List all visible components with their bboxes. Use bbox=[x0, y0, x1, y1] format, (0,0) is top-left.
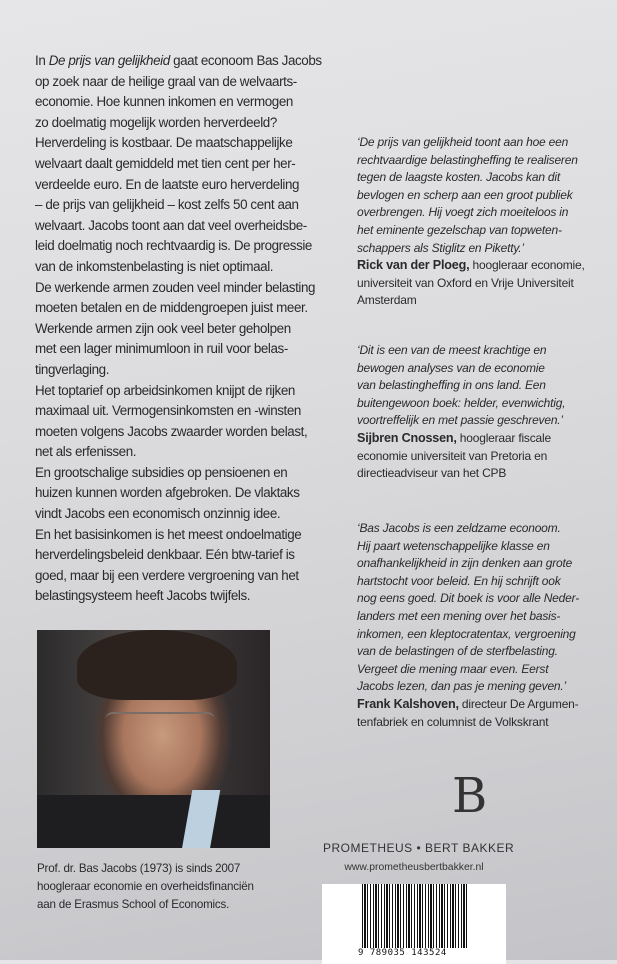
quote-line: nog eens goed. Dit boek is voor alle Neder- bbox=[357, 591, 579, 606]
quote-line: hartstocht voor beleid. En hij schrijft ook bbox=[357, 573, 561, 588]
quote-line: inkomen, een kleptocratentax, vergroening bbox=[357, 626, 576, 641]
quote-line: landers met een mening over het basis- bbox=[357, 608, 561, 623]
quote-line: voortreffelijk en met passie geschreven.’ bbox=[357, 413, 563, 428]
book-title: De prijs van gelijkheid bbox=[48, 53, 170, 68]
quote-3 bbox=[357, 520, 607, 731]
quote-author-role: Amsterdam bbox=[357, 293, 417, 308]
blurb-line: vindt Jacobs een economisch onzinnig idee. bbox=[35, 506, 281, 522]
blurb-line: De werkende armen zouden veel minder belasting bbox=[35, 279, 316, 295]
quote-line: het eminente gezelschap van topweten- bbox=[357, 222, 562, 237]
quote-attribution bbox=[357, 257, 607, 275]
blurb-line: economie. Hoe kunnen inkomen en vermogen bbox=[35, 94, 293, 110]
blurb-line: huizen kunnen worden afgebroken. De vlaktaks bbox=[35, 485, 300, 501]
blurb-line: – de prijs van gelijkheid – kost zelfs 50 cent aan bbox=[35, 197, 299, 213]
quote-attribution bbox=[357, 696, 607, 714]
blurb-line: moeten betalen en de middengroepen juist meer. bbox=[35, 300, 308, 316]
quote-author-role: universiteit van Oxford en Vrije Universiteit bbox=[357, 275, 574, 290]
quote-author-role: hoogleraar fiscale bbox=[456, 430, 551, 445]
blurb-line: Werkende armen zijn ook veel beter geholpen bbox=[35, 320, 291, 336]
blurb-line: goed, maar bij een verdere vergroening van het bbox=[35, 567, 299, 583]
blurb-text-fragment: In bbox=[35, 53, 49, 68]
blurb-text bbox=[35, 51, 335, 607]
blurb-line: welvaart daalt gemiddeld met tien cent per her- bbox=[35, 155, 296, 171]
blurb-line: van de inkomstenbelasting is niet optimaal. bbox=[35, 258, 274, 274]
blurb-line: leid doelmatig noch rechtvaardig is. De progressie bbox=[35, 238, 312, 254]
quote-line: tegen de laagste kosten. Jacobs kan dit bbox=[357, 170, 561, 185]
blurb-line bbox=[35, 51, 335, 72]
blurb-line: met een lager minimumloon in ruil voor belas- bbox=[35, 341, 288, 357]
caption-line: Prof. dr. Bas Jacobs (1973) is sinds 2007 bbox=[37, 862, 241, 875]
quote-line: Jacobs lezen, dan pas je mening geven.’ bbox=[357, 679, 567, 694]
blurb-line: Het toptarief op arbeidsinkomen knijpt de rijken bbox=[35, 382, 295, 398]
blurb-line: moeten volgens Jacobs zwaarder worden belast, bbox=[35, 423, 308, 439]
quote-attribution bbox=[357, 430, 607, 448]
quote-line: ‘De prijs van gelijkheid toont aan hoe een bbox=[357, 135, 569, 149]
blurb-text-fragment: gaat econoom Bas Jacobs bbox=[169, 53, 322, 68]
quote-author-role: economie universiteit van Pretoria en bbox=[357, 448, 548, 463]
blurb-line: En het basisinkomen is het meest ondoelmatige bbox=[35, 526, 302, 542]
quote-line: rechtvaardige belastingheffing te realiseren bbox=[357, 152, 578, 167]
blurb-line: verdeelde euro. En de laatste euro herverdeling bbox=[35, 176, 300, 192]
quote-line: buitengewoon boek: helder, evenwichtig, bbox=[357, 395, 566, 410]
barcode-digits: 9 789035 143524 bbox=[358, 948, 447, 958]
quote-line: onafhankelijkheid in zijn denken aan grote bbox=[357, 556, 573, 571]
quote-line: ‘Bas Jacobs is een zeldzame econoom. bbox=[357, 521, 561, 535]
blurb-line: Herverdeling is kostbaar. De maatschappelijke bbox=[35, 135, 293, 151]
blurb-line: net als erfenissen. bbox=[35, 444, 137, 460]
barcode-bars bbox=[362, 884, 467, 948]
blurb-line: welvaart. Jacobs toont aan dat veel overheidsbe- bbox=[35, 217, 307, 233]
quote-line: Hij paart wetenschappelijke klasse en bbox=[357, 538, 550, 553]
quote-author-role: directieadviseur van het CPB bbox=[357, 466, 507, 481]
blurb-line: En grootschalige subsidies op pensioenen en bbox=[35, 464, 288, 480]
publisher-url: www.prometheusbertbakker.nl bbox=[344, 862, 484, 873]
publisher-name: PROMETHEUS • BERT BAKKER bbox=[323, 841, 515, 855]
quote-author: Frank Kalshoven, bbox=[357, 696, 459, 711]
blurb-line: zo doelmatig mogelijk worden herverdeeld? bbox=[35, 114, 277, 130]
quote-line: schappers als Stiglitz en Piketty.’ bbox=[357, 240, 524, 255]
author-photo bbox=[37, 630, 270, 848]
blurb-line: maximaal uit. Vermogensinkomsten en -winsten bbox=[35, 403, 301, 419]
publisher-logo: B bbox=[452, 768, 488, 824]
quote-line: ‘Dit is een van de meest krachtige en bbox=[357, 343, 547, 357]
blurb-line: tingverlaging. bbox=[35, 361, 110, 377]
quote-2 bbox=[357, 342, 607, 483]
quote-line: overbrengen. Hij voegt zich moeiteloos in bbox=[357, 205, 569, 220]
quote-author: Sijbren Cnossen, bbox=[357, 430, 457, 445]
quote-author-role: hoogleraar economie, bbox=[469, 258, 585, 273]
quote-line: van de belastingen of de sterfbelasting. bbox=[357, 644, 558, 659]
author-caption bbox=[37, 860, 254, 914]
quote-line: bevlogen en scherp aan een groot publiek bbox=[357, 187, 573, 202]
quote-1 bbox=[357, 134, 607, 310]
blurb-line: op zoek naar de heilige graal van de welvaarts- bbox=[35, 73, 297, 89]
blurb-line: herverdelingsbeleid denkbaar. Eén btw-tarief is bbox=[35, 547, 295, 563]
quote-author-role: directeur De Argumen- bbox=[458, 696, 579, 711]
barcode bbox=[322, 884, 506, 964]
quote-line: van belastingheffing in ons land. Een bbox=[357, 378, 546, 393]
blurb-line: belastingsysteem heeft Jacobs twijfels. bbox=[35, 588, 251, 604]
caption-line: aan de Erasmus School of Economics. bbox=[37, 898, 230, 911]
quote-line: Vergeet die mening maar even. Eerst bbox=[357, 661, 549, 676]
caption-line: hoogleraar economie en overheidsfinanciën bbox=[37, 880, 254, 893]
quote-author-role: tenfabriek en columnist de Volkskrant bbox=[357, 714, 549, 729]
quote-author: Rick van der Ploeg, bbox=[357, 258, 470, 273]
quote-line: bewogen analyses van de economie bbox=[357, 360, 545, 375]
